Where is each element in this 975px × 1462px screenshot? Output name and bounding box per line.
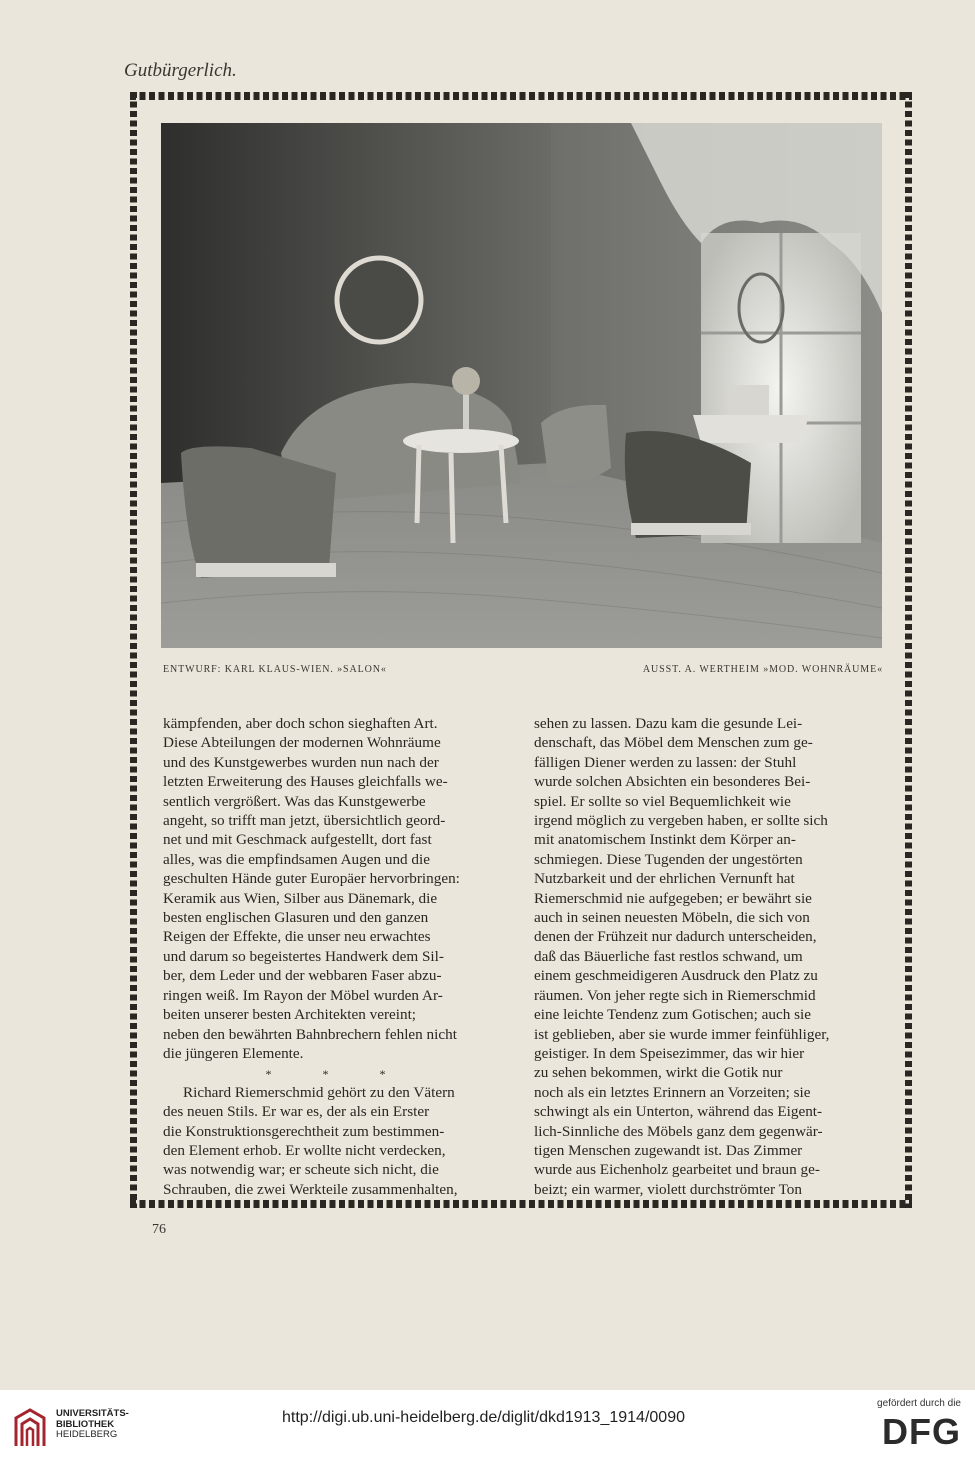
text-line: eine leichte Tendenz zum Gotischen; auch sie — [534, 1006, 811, 1024]
text-line: den Element erhob. Er wollte nicht verdecken, — [163, 1141, 446, 1159]
text-line: beizt; ein warmer, violett durchströmter Ton — [534, 1180, 802, 1198]
text-line: Keramik aus Wien, Silber aus Dänemark, die — [163, 889, 438, 907]
vase — [463, 393, 469, 433]
text-line: ber, dem Leder und der webbaren Faser abzu- — [163, 967, 442, 985]
text-line: wurde solchen Absichten ein besonderes Bei- — [534, 773, 811, 791]
right-column — [534, 714, 883, 1199]
permalink-url[interactable]: http://digi.ub.uni-heidelberg.de/diglit/dkd1913_1914/0090 — [282, 1409, 685, 1426]
left-column — [163, 714, 512, 1199]
border-top — [130, 92, 912, 100]
salon-photograph — [161, 123, 882, 648]
paragraph — [163, 1083, 512, 1199]
text-line: mit anatomischem Instinkt dem Körper an- — [534, 831, 796, 849]
border-bottom — [130, 1200, 912, 1208]
text-line: noch als ein letztes Erinnern an Vorzeiten; sie — [534, 1083, 811, 1101]
armchair-left-base — [196, 563, 336, 577]
library-name — [56, 1409, 129, 1441]
university-library-logo-icon — [10, 1404, 50, 1450]
text-line: einem geschmeidigeren Ausdruck den Platz zu — [534, 967, 818, 985]
text-line: Richard Riemerschmid gehört zu den Vätern — [183, 1083, 455, 1101]
round-mirror — [337, 258, 421, 342]
text-line: beiten unserer besten Architekten vereint; — [163, 1006, 417, 1024]
funding-note: gefördert durch die — [877, 1398, 961, 1409]
text-line: wurde aus Eichenholz gearbeitet und braun ge- — [534, 1161, 820, 1179]
text-line: des neuen Stils. Er war es, der als ein Erster — [163, 1103, 430, 1121]
flower-bouquet — [452, 367, 480, 395]
text-line: sehen zu lassen. Dazu kam die gesunde Lei- — [534, 715, 803, 732]
text-line: geschulten Hände guter Europäer hervorbringen: — [163, 870, 460, 888]
text-line: Schrauben, die zwei Werkteile zusammenhalten, — [163, 1180, 458, 1198]
text-line: lich-Sinnliche des Möbels ganz dem gegenwär- — [534, 1122, 823, 1140]
text-line: ringen weiß. Im Rayon der Möbel wurden Ar- — [163, 986, 443, 1004]
text-line: sentlich vergrößert. Was das Kunstgewerbe — [163, 792, 426, 810]
section-separator: * * * — [265, 1067, 410, 1082]
paragraph — [534, 714, 883, 1199]
armchair-front-base — [631, 523, 751, 535]
armchair-back — [541, 405, 611, 484]
text-line: angeht, so trifft man jetzt, übersichtlich geord- — [163, 812, 446, 830]
jewelry-box — [729, 385, 769, 415]
text-line: letzten Erweiterung des Hauses gleichfalls we- — [163, 773, 448, 791]
text-line: spiel. Er sollte so viel Bequemlichkeit wie — [534, 792, 791, 810]
page-number: 76 — [152, 1222, 166, 1237]
library-name-line: UNIVERSITÄTS- — [56, 1408, 129, 1419]
paragraph — [163, 714, 512, 1063]
text-line: ist geblieben, aber sie wurde immer feinfühliger, — [534, 1025, 830, 1043]
text-line: schwingt als ein Unterton, während das Eigent- — [534, 1103, 823, 1121]
side-table — [693, 415, 809, 443]
text-line: geistiger. In dem Speisezimmer, das wir hier — [534, 1044, 805, 1062]
text-line: denen der Frühzeit nur dadurch unterscheiden, — [534, 928, 817, 946]
border-left — [130, 92, 137, 1208]
text-line: Nutzbarkeit und der ehrlichen Vernunft hat — [534, 870, 795, 888]
text-line: zu sehen bekommen, wirkt die Gotik nur — [534, 1064, 783, 1082]
border-right — [905, 92, 912, 1208]
text-line: die Konstruktionsgerechtheit zum bestimmen- — [163, 1122, 445, 1140]
text-line: daß das Bäuerliche fast restlos schwand, um — [534, 947, 803, 965]
text-line: schmiegen. Diese Tugenden der ungestörten — [534, 850, 803, 868]
library-name-line: BIBLIOTHEK — [56, 1418, 115, 1430]
text-line: auch in seinen neuesten Möbeln, die sich von — [534, 909, 810, 927]
text-line: die jüngeren Elemente. — [163, 1044, 304, 1062]
text-line: neben den bewährten Bahnbrechern fehlen nicht — [163, 1025, 457, 1043]
text-line: Riemerschmid nie aufgegeben; er bewährt sie — [534, 889, 812, 907]
text-line: besten englischen Glasuren und den ganzen — [163, 909, 429, 927]
caption-right: AUSST. A. WERTHEIM »MOD. WOHNRÄUME« — [642, 664, 883, 675]
digitization-footer — [0, 1390, 975, 1462]
text-line: Diese Abteilungen der modernen Wohnräume — [163, 734, 441, 752]
text-line: irgend möglich zu vergeben haben, er sollte sich — [534, 812, 828, 830]
running-head: Gutbürgerlich. — [124, 60, 237, 81]
library-name-line: HEIDELBERG — [56, 1429, 118, 1440]
text-line: kämpfenden, aber doch schon sieghaften Art. — [163, 715, 438, 732]
text-line: was notwendig war; er scheute sich nicht, die — [163, 1161, 439, 1179]
dfg-logo: DFG — [882, 1411, 961, 1452]
text-line: denschaft, das Möbel dem Menschen zum ge- — [534, 734, 813, 752]
caption-left: ENTWURF: KARL KLAUS-WIEN. »SALON« — [163, 664, 387, 675]
text-line: alles, was die empfindsamen Augen und die — [163, 850, 430, 868]
text-line: räumen. Von jeher regte sich in Riemerschmid — [534, 986, 816, 1004]
text-line: Reigen der Effekte, die unser neu erwachtes — [163, 928, 431, 946]
text-line: net und mit Geschmack aufgestellt, dort fast — [163, 831, 432, 849]
text-line: tigen Menschen zugewandt ist. Das Zimmer — [534, 1141, 803, 1159]
text-line: und des Kunstgewerbes wurden nun nach der — [163, 753, 439, 771]
text-line: fälligen Diener werden zu lassen: der Stuhl — [534, 753, 797, 771]
text-line: und darum so begeistertes Handwerk dem Sil- — [163, 947, 444, 965]
